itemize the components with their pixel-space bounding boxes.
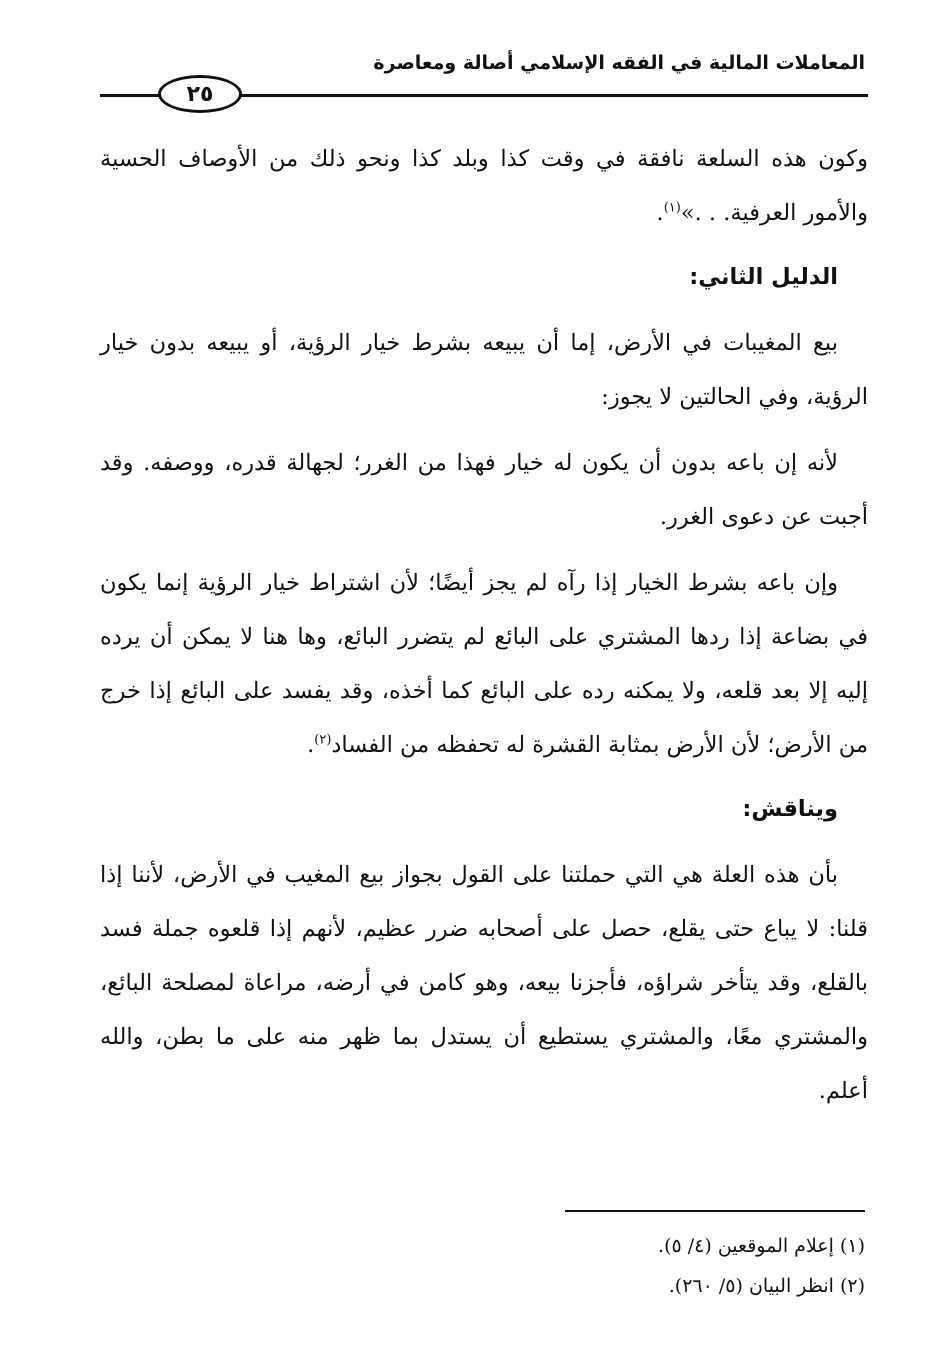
footnotes [365, 1226, 865, 1306]
running-header-title: المعاملات المالية في الفقه الإسلامي أصالة ومعاصرة [373, 52, 865, 74]
footnote-ref-1: (١) [663, 200, 681, 216]
paragraph-4-text: وإن باعه بشرط الخيار إذا رآه لم يجز أيضًا؛ لأن اشتراط خيار الرؤية إنما يكون في بضاعة إذا ردها المشتري على البائع لم يتضرر البائع، وها هنا لا يمكن أن يرده إليه إلا بعد قلعه، ولا يمكنه رده على البائع كما أخذه، وقد يفسد على البائع إذا خرج من الأرض؛ لأن الأرض بمثابة القشرة له تحفظه من الفساد [100, 570, 868, 758]
footnote-2: (٢) انظر البيان (٥/ ٢٦٠). [668, 1275, 865, 1297]
paragraph-3: لأنه إن باعه بدون أن يكون له خيار فهذا من الغرر؛ لجهالة قدره، ووصفه. وقد أجبت عن دعوى الغرر. [100, 450, 868, 530]
section-heading-discussion: ويناقش: [742, 796, 838, 822]
paragraph-1 [100, 132, 868, 240]
section-heading-second-evidence: الدليل الثاني: [689, 264, 838, 290]
footnote-1: (١) إعلام الموقعين (٤/ ٥). [658, 1235, 865, 1257]
footnote-ref-2: (٢) [314, 732, 332, 748]
paragraph-1-text: وكون هذه السلعة نافقة في وقت كذا وبلد كذا ونحو ذلك من الأوصاف الحسية والأمور العرفية. . .» [100, 146, 868, 226]
paragraph-1-end: . [656, 200, 664, 226]
paragraph-4 [100, 556, 868, 772]
paragraph-5: بأن هذه العلة هي التي حملتنا على القول بجواز بيع المغيب في الأرض، لأننا إذا قلنا: لا يباع حتى يقلع، حصل على أصحابه ضرر عظيم، لأنهم إذا قلعوه جملة فسد بالقلع، وقد يتأخر شراؤه، فأجزنا بيعه، وهو كامن في أرضه، مراعاة لمصلحة البائع، والمشتري معًا، والمشتري يستطيع أن يستدل بما ظهر منه على ما بطن، والله أعلم. [100, 862, 868, 1104]
paragraph-4-end: . [307, 732, 315, 758]
footnote-rule [565, 1210, 865, 1212]
main-text [100, 132, 868, 1118]
paragraph-2: بيع المغيبات في الأرض، إما أن يبيعه بشرط خيار الرؤية، أو يبيعه بدون خيار الرؤية، وفي الحالتين لا يجوز: [100, 330, 868, 410]
page-number: ٢٥ [158, 75, 242, 113]
